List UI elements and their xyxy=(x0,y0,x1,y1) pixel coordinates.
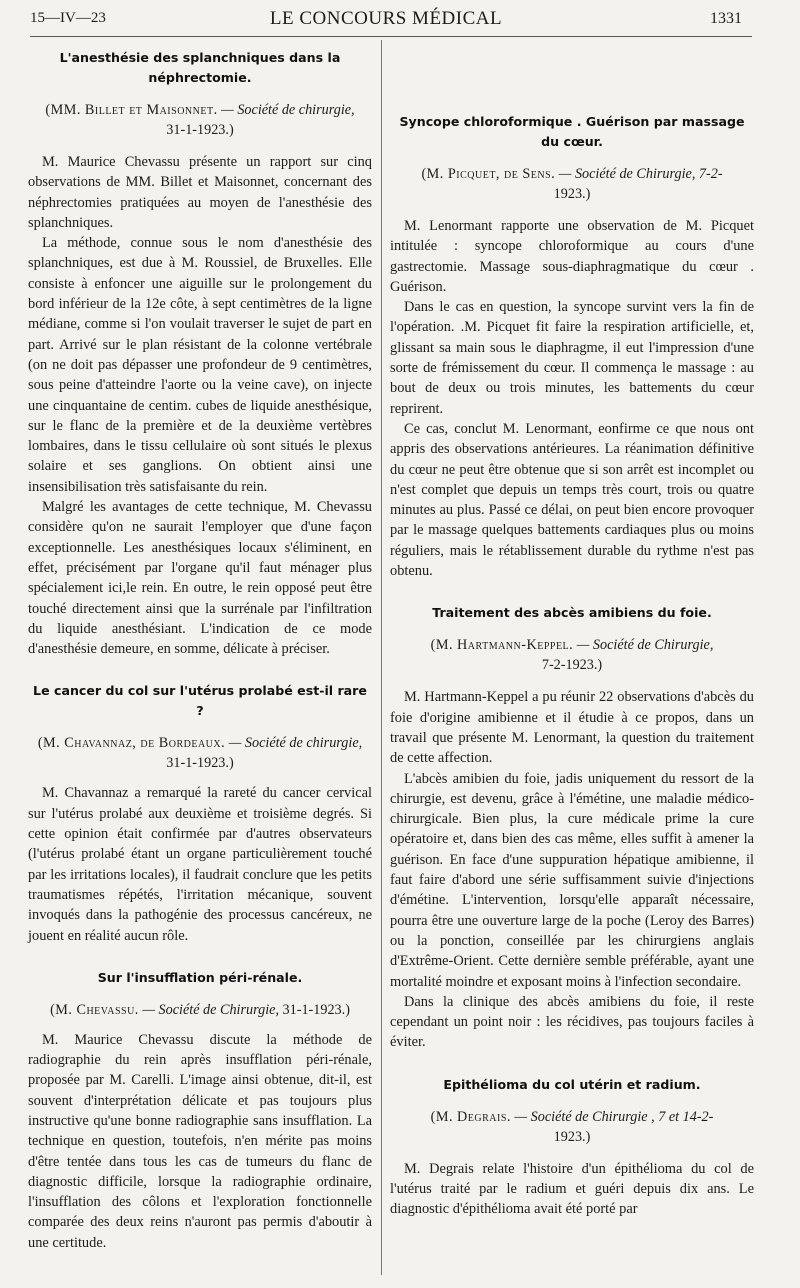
article-title: Syncope chloroformique . Guérison par massage du cœur. xyxy=(399,114,745,149)
article-paragraph: Malgré les avantages de cette technique, M. Chevassu considère qu'on ne saurait l'employer que d'une façon exceptionnelle. Les anesthésiques locaux s'éliminent, en effet, précisément par l'organe qu'il faut ménager plus spécialement ici,le rein. En outre, le rein opposé peut être touché directement ainsi que la surrénale par l'infiltration du liquide anesthésiant. L'indication de ce mode d'anesthésie demeure, en somme, délicate à préciser. xyxy=(28,499,372,658)
article-citation: (M. Hartmann-Keppel. — Société de Chirurgie, 7-2-1923.) xyxy=(430,637,714,674)
article-title: L'anesthésie des splanchniques dans la néphrectomie. xyxy=(59,50,341,85)
left-column xyxy=(28,48,372,1253)
header-rule xyxy=(30,36,752,37)
article-title: Sur l'insufflation péri-rénale. xyxy=(97,969,303,985)
article-paragraph: Dans la clinique des abcès amibiens du foie, il reste cependant un point noir : les récidives, pas toujours faciles à éviter. xyxy=(390,993,754,1051)
column-divider xyxy=(381,40,382,1275)
article-paragraph: M. Maurice Chevassu présente un rapport sur cinq observations de MM. Billet et Maisonnet, concernant des néphrectomies pratiquées au moyen de l'anesthésie des splanchniques. xyxy=(28,154,372,231)
journal-title: LE CONCOURS MÉDICAL xyxy=(269,8,503,29)
article-paragraph: M. Chavannaz a remarqué la rareté du cancer cervical sur l'utérus prolabé aux deuxième et troisième degrés. Si cette opinion était confirmée par d'autres observateurs (l'utérus prolabé étant un organe particulièrement touché par les irritations locales), il faudrait conclure que les petits traumatismes répétés, l'irritation mécanique, souvent invoqués dans la pathogénie des processus cancéreux, ne jouent en réalité aucun rôle. xyxy=(28,785,372,944)
article-abces-amibiens xyxy=(390,603,754,1052)
article-citation: (MM. Billet et Maisonnet. — Société de chirurgie, 31-1-1923.) xyxy=(45,102,355,138)
article-citation: (M. Chevassu. — Société de Chirurgie, 31-1-1923.) xyxy=(50,1001,350,1018)
article-title: Le cancer du col sur l'utérus prolabé est-il rare ? xyxy=(33,683,367,719)
issue-date: 15—IV—23 xyxy=(30,10,106,26)
article-title: Traitement des abcès amibiens du foie. xyxy=(432,605,712,621)
article-citation: (M. Picquet, de Sens. — Société de Chirurgie, 7-2- 1923.) xyxy=(421,166,723,202)
article-cancer-col xyxy=(28,681,372,945)
article-paragraph: Dans le cas en question, la syncope survint vers la fin de l'opération. .M. Picquet fit faire la respiration artificielle, et, glissant sa main sous le diaphragme, il eut l'impression d'une sorte de frémissement du cœur. Il commença le massage : au bout de deux ou trois minutes, les battements du cœur reprirent. xyxy=(390,299,754,417)
right-column-articles xyxy=(390,112,754,1220)
article-title: Epithélioma du col utérin et radium. xyxy=(443,1076,701,1092)
article-paragraph: La méthode, connue sous le nom d'anesthésie des splanchniques, est due à M. Roussiel, de Bruxelles. Elle consiste à enfoncer une aiguille sur le prolongement du bord inférieur de la 12e côte, à sept centimètres de la ligne médiane, comme si l'on voulait traverser le sujet de part en part. Arrivé sur le plan résistant de la colonne vertébrale (on ne doit pas dépasser une profondeur de 9 centimètres, sous peine d'atteindre l'aorte ou la veine cave), on injecte une cinquantaine de centim. cubes de liquide anesthésique, sur le flanc de la première et de la deuxième vertèbres lombaires, dans le tissu cellulaire où sont situés le plexus solaire et ses ganglions. On obtient ainsi une insensibilisation très satisfaisante du rein. xyxy=(28,235,372,495)
article-citation: (M. Chavannaz, de Bordeaux. — Société de chirurgie, 31-1-1923.) xyxy=(37,735,363,772)
article-paragraph: M. Maurice Chevassu discute la méthode de radiographie du rein après insufflation péri-rénale, proposée par M. Carelli. L'image ainsi obtenue, dit-il, est souvent d'interprétation délicate et pas toujours plus instructive qu'une bonne radiographie sans insufflation. La technique en question, toutefois, n'en mérite pas moins d'être tentée dans tous les cas de tumeurs du flanc de diagnostic difficile, lorsque la radiographie ordinaire, l'insufflation des côlons et l'exploration fonctionnelle comparée des deux reins n'auront pas permis d'aboutir à une certitude. xyxy=(28,1031,372,1251)
article-paragraph: M. Lenormant rapporte une observation de M. Picquet intitulée : syncope chloroformique au cours d'une gastrectomie. Massage sous-diaphragmatique du cœur . Guérison. xyxy=(390,218,754,295)
article-syncope xyxy=(390,112,754,581)
page-header xyxy=(30,10,742,34)
article-splanchniques xyxy=(28,48,372,659)
article-paragraph: Ce cas, conclut M. Lenormant, eonfirme ce que nous ont appris des observations antérieures. La réanimation définitive du cœur ne peut être obtenue que si son arrêt est incomplet ou n'est complet que depuis un temps très court, trois ou quatre minutes au plus. Passé ce délai, on peut bien encore provoquer par le massage quelques battements cardiaques plus ou moins réguliers, mais le rétablissement durable du rythme n'est pas obtenu. xyxy=(390,420,754,580)
page-number: 1331 xyxy=(710,10,742,27)
article-citation: (M. Degrais. — Société de Chirurgie , 7 et 14-2- 1923.) xyxy=(430,1108,714,1145)
article-paragraph: M. Hartmann-Keppel a pu réunir 22 observations d'abcès du foie d'origine amibienne et il étudie à ce propos, dans un travail que présente M. Lenormant, la question du traitement de cette affection. xyxy=(390,689,754,767)
article-epithelioma xyxy=(390,1075,754,1220)
article-paragraph: M. Degrais relate l'histoire d'un épithélioma du col de l'utérus traité par le radium et guéri depuis dix ans. Le diagnostic d'épithélioma avait été porté par xyxy=(390,1160,754,1218)
article-insufflation xyxy=(28,968,372,1253)
article-paragraph: L'abcès amibien du foie, jadis uniquement du ressort de la chirurgie, est devenu, grâce à l'émétine, une maladie médico-chirurgicale. Bien plus, la cure médicale prime la cure opératoire et, dans bien des cas même, elles suffit à amener la guérison. En face d'une suppuration hépatique amibienne, il faut faire d'abord une série suffisamment suivie d'injections d'émétine. L'intervention, lorsqu'elle apparaît nécessaire, pourra être une ouverture large de la poche (Leroy des Barres) ou la ponction, conseillée par les chirurgiens anglais d'Extrême-Orient. Cette dernière semble préférable, ayant une mortalité moindre et exposant moins à l'infection secondaire. xyxy=(390,770,754,990)
